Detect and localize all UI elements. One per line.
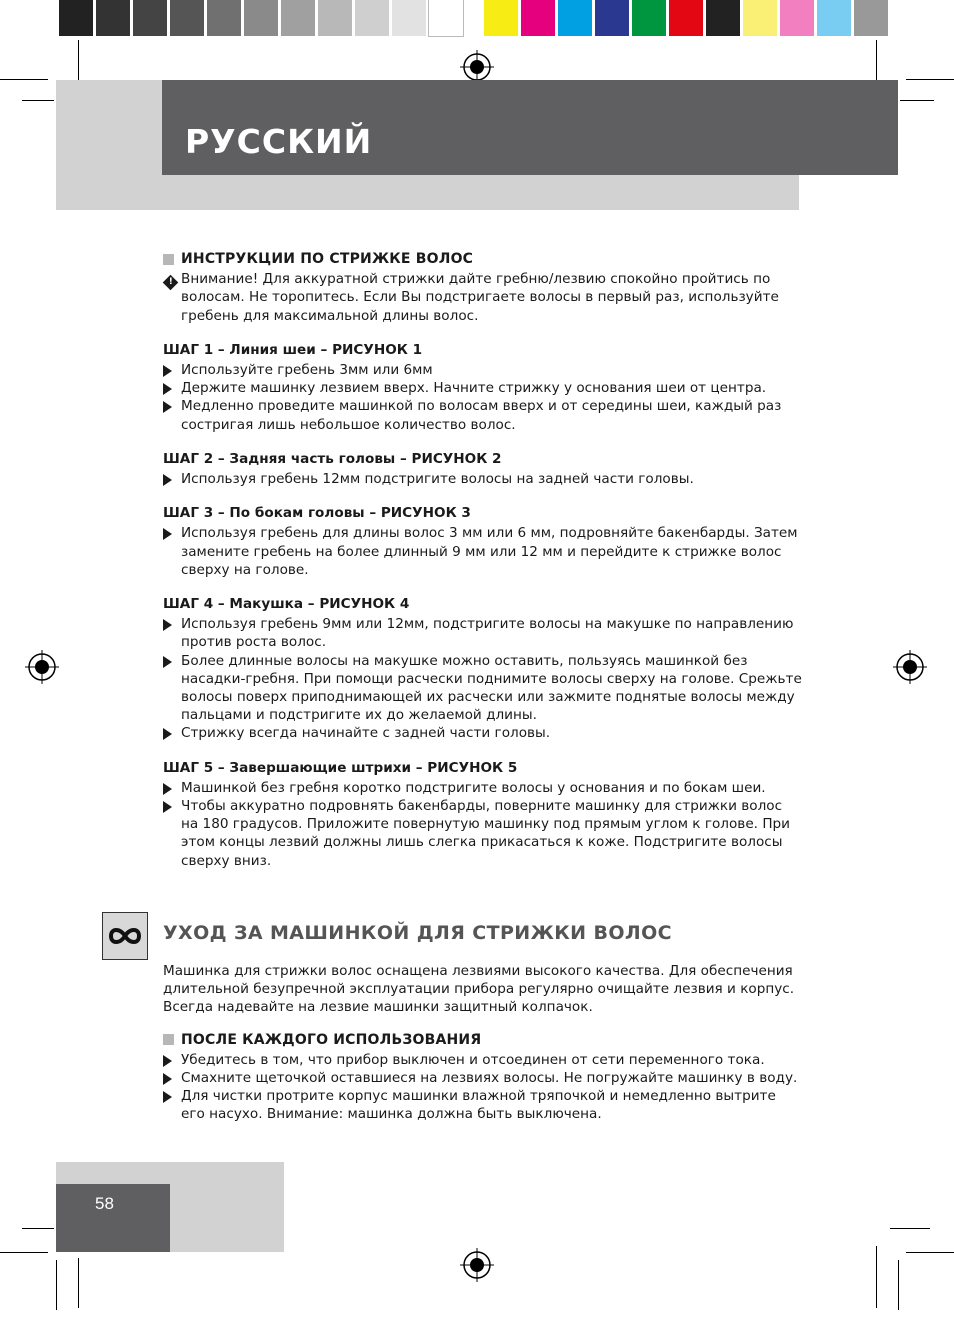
crop-mark	[56, 1260, 57, 1310]
square-bullet-icon	[163, 1034, 174, 1045]
color-swatch	[59, 0, 93, 36]
color-swatch	[817, 0, 851, 36]
color-swatch	[706, 0, 740, 36]
color-swatch	[743, 0, 777, 36]
step-item-text: Стрижку всегда начинайте с задней части головы.	[181, 725, 551, 742]
color-swatch	[96, 0, 130, 36]
square-bullet-icon	[163, 254, 174, 265]
instructions-heading	[163, 250, 803, 268]
color-swatch	[780, 0, 814, 36]
care-body	[163, 962, 803, 1124]
triangle-bullet-icon	[163, 528, 172, 540]
step-item-text: Держите машинку лезвием вверх. Начните стрижку у основания шеи от центра.	[181, 380, 767, 397]
step-item-text: Чтобы аккуратно подровнять бакенбарды, поверните машинку для стрижки волос на 180 градусов. Приложите повернутую машинку под прямым углом к голове. При этом концы лезвий должны лишь слегка прикасаться к коже. Подстригите волосы сверху вниз.	[181, 798, 791, 869]
after-use-item-text: Для чистки протрите корпус машинки влажной тряпочкой и немедленно вытрите его насухо. Внимание: машинка должна быть выключена.	[181, 1088, 776, 1123]
step-item	[163, 652, 803, 725]
after-use-list	[163, 1051, 803, 1124]
after-use-item	[163, 1051, 803, 1069]
color-swatch	[318, 0, 352, 36]
triangle-bullet-icon	[163, 474, 172, 486]
registration-mark-icon	[893, 650, 927, 684]
step-heading: ШАГ 2 – Задняя часть головы – РИСУНОК 2	[163, 450, 502, 467]
triangle-bullet-icon	[163, 383, 172, 395]
registration-mark-icon	[460, 1248, 494, 1282]
crop-mark	[22, 1228, 54, 1229]
after-use-item	[163, 1087, 803, 1123]
crop-mark	[876, 40, 877, 80]
step-heading: ШАГ 3 – По бокам головы – РИСУНОК 3	[163, 505, 471, 522]
step-item-text: Медленно проведите машинкой по волосам вверх и от середины шеи, каждый раз состригая лишь небольшое количество волос.	[181, 398, 782, 433]
step-item	[163, 361, 803, 379]
color-swatch	[170, 0, 204, 36]
steps-list	[163, 341, 803, 870]
color-swatch	[521, 0, 555, 36]
instructions-heading-text: ИНСТРУКЦИИ ПО СТРИЖКЕ ВОЛОС	[181, 251, 474, 267]
page-title: РУССКИЙ	[185, 122, 373, 161]
crop-mark	[890, 1228, 930, 1229]
triangle-bullet-icon	[163, 365, 172, 377]
crop-mark	[0, 1252, 48, 1253]
registration-mark-icon	[25, 650, 59, 684]
crop-mark	[906, 79, 954, 80]
after-use-item	[163, 1069, 803, 1087]
color-swatch	[669, 0, 703, 36]
color-swatch	[429, 0, 463, 36]
step-item-text: Используя гребень 9мм или 12мм, подстригите волосы на макушке по направлению против роста волос.	[181, 616, 794, 651]
color-bar-process	[484, 0, 888, 38]
step-item-text: Используйте гребень 3мм или 6мм	[181, 362, 433, 379]
color-swatch	[281, 0, 315, 36]
step-heading: ШАГ 1 – Линия шеи – РИСУНОК 1	[163, 341, 423, 358]
triangle-bullet-icon	[163, 728, 172, 740]
color-swatch	[558, 0, 592, 36]
step-item-text: Используя гребень 12мм подстригите волосы на задней части головы.	[181, 471, 694, 488]
color-swatch	[484, 0, 518, 36]
warning-icon: !	[163, 275, 179, 291]
crop-mark	[876, 1246, 877, 1308]
care-intro: Машинка для стрижки волос оснащена лезвиями высокого качества. Для обеспечения длительной безупречной эксплуатации прибора регулярно очищайте лезвия и корпус. Всегда надевайте на лезвие машинки защитный колпачок.	[163, 963, 795, 1016]
triangle-bullet-icon	[163, 401, 172, 413]
warning-text: Внимание! Для аккуратной стрижки дайте гребню/лезвию спокойно пройтись по волосам. Не торопитесь. Если Вы подстригаете волосы в первый раз, используйте гребень для максимальной длины волос.	[181, 271, 779, 324]
step-item-text: Машинкой без гребня коротко подстригите волосы у основания и по бокам шеи.	[181, 779, 766, 796]
after-use-item-text: Убедитесь в том, что прибор выключен и отсоединен от сети переменного тока.	[181, 1051, 765, 1068]
after-use-heading-text: ПОСЛЕ КАЖДОГО ИСПОЛЬЗОВАНИЯ	[181, 1031, 482, 1048]
triangle-bullet-icon	[163, 1055, 172, 1067]
color-swatch	[632, 0, 666, 36]
step-item	[163, 524, 803, 579]
step-heading: ШАГ 5 – Завершающие штрихи – РИСУНОК 5	[163, 759, 518, 776]
color-bar-grayscale	[59, 0, 463, 38]
step-item-text: Используя гребень для длины волос 3 мм или 6 мм, подровняйте бакенбарды. Затем замените гребень на более длинный 9 мм или 12 мм и перейдите к стрижке волос сверху на голове.	[181, 525, 798, 578]
color-swatch	[854, 0, 888, 36]
step-item	[163, 379, 803, 397]
triangle-bullet-icon	[163, 801, 172, 813]
triangle-bullet-icon	[163, 619, 172, 631]
triangle-bullet-icon	[163, 1091, 172, 1103]
color-swatch	[392, 0, 426, 36]
crop-mark	[900, 100, 934, 101]
crop-mark	[906, 1252, 954, 1253]
step-item	[163, 797, 803, 870]
step-item	[163, 470, 803, 488]
warning-note	[163, 270, 803, 325]
care-title: УХОД ЗА МАШИНКОЙ ДЛЯ СТРИЖКИ ВОЛОС	[163, 922, 672, 944]
step-heading: ШАГ 4 – Макушка – РИСУНОК 4	[163, 596, 410, 613]
crop-mark	[78, 40, 79, 80]
triangle-bullet-icon	[163, 1073, 172, 1085]
crop-mark	[898, 1260, 899, 1310]
step-item-text: Более длинные волосы на макушке можно оставить, пользуясь машинкой без насадки-гребня. При помощи расчески поднимите волосы сверху на голове. Срежьте волосы поверх приподнимающей их расчески или зажмите поднятые волосы между пальцами и подстригите их до желаемой длины.	[181, 652, 802, 724]
after-use-heading	[163, 1031, 803, 1049]
crop-mark	[22, 100, 54, 101]
step-item	[163, 779, 803, 797]
color-swatch	[355, 0, 389, 36]
infinity-icon	[102, 912, 148, 960]
triangle-bullet-icon	[163, 783, 172, 795]
page-number: 58	[95, 1194, 114, 1213]
step-item	[163, 724, 803, 742]
crop-mark	[78, 1258, 79, 1308]
step-item	[163, 397, 803, 433]
step-item	[163, 615, 803, 651]
registration-mark-icon	[460, 50, 494, 84]
color-swatch	[595, 0, 629, 36]
instructions-section	[163, 250, 803, 870]
crop-mark	[0, 79, 48, 80]
color-swatch	[133, 0, 167, 36]
color-swatch	[207, 0, 241, 36]
color-swatch	[244, 0, 278, 36]
after-use-item-text: Смахните щеточкой оставшиеся на лезвиях волосы. Не погружайте машинку в воду.	[181, 1070, 798, 1087]
triangle-bullet-icon	[163, 656, 172, 668]
